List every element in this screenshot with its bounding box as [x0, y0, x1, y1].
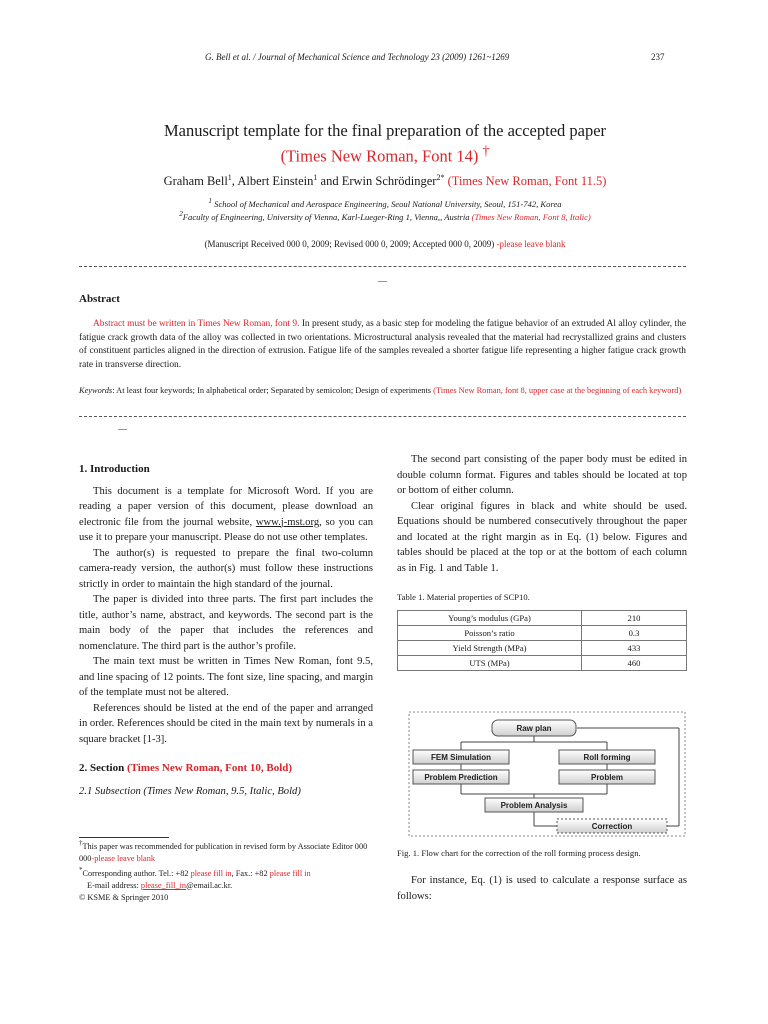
- flow-chart: [397, 708, 689, 840]
- page-number: 237: [651, 52, 665, 62]
- dash-mark: —: [118, 424, 127, 434]
- paragraph: This document is a template for Microsoft Word. If you are reading a paper version of this document, please download an electronic file from the journal website, www.j-mst.org, so you can use it to prepare your manuscript. Please do not use other templates.: [79, 485, 373, 543]
- table-caption: Table 1. Material properties of SCP10.: [397, 592, 530, 602]
- paragraph: Clear original figures in black and white should be used. Equations should be numbered consecutively throughout the paper and located at the right margin as in Eq. (1) below. Figures and tables should be placed at the top or at the bottom of each column as in Fig. 1 and Table 1.: [397, 500, 687, 574]
- divider: [79, 266, 686, 267]
- properties-table: [397, 610, 687, 671]
- node-correction: [557, 819, 667, 833]
- footnote-email: E-mail address: please_fill_in@email.ac.kr.: [87, 880, 233, 890]
- footnote-recommend: †This paper was recommended for publication in revised form by Associate Editor 000 000-please leave blank: [79, 840, 368, 863]
- node-problem: [559, 770, 655, 784]
- svg-text:FEM Simulation: FEM Simulation: [431, 753, 491, 762]
- paragraph: References should be listed at the end of the paper and arranged in order. References should be cited in the main text by numerals in a square bracket [1-3].: [79, 702, 373, 745]
- affiliation-1: $^1$ School of Mechanical and Aerospace Engineering, Seoul National University, Seoul, 151-742, Korea: [208, 197, 562, 209]
- author-note: (Times New Roman, Font 11.5): [447, 174, 607, 189]
- right-column: [397, 452, 687, 576]
- section-heading: 1. Introduction: [79, 463, 150, 475]
- journal-citation: G. Bell et al. / Journal of Mechanical Science and Technology 23 (2009) 1261~1269: [205, 52, 510, 62]
- paragraph: The author(s) is requested to prepare the final two-column camera-ready version, the author(s) must follow these instructions strictly in order to maintain the high standard of the journal.: [79, 547, 373, 590]
- node-problem-analysis: [485, 798, 583, 812]
- node-fem-simulation: [413, 750, 509, 764]
- dash-mark: —: [378, 276, 387, 286]
- copyright: © KSME & Springer 2010: [79, 892, 169, 902]
- title-note: (Times New Roman, Font 14) †: [280, 143, 490, 166]
- footnotes: [79, 838, 379, 904]
- table-row: UTS (MPa) 460: [398, 656, 687, 671]
- node-roll-forming: [559, 750, 655, 764]
- divider: [79, 416, 686, 417]
- footnote-corresponding: *Corresponding author. Tel.: +82 please fill in, Fax.: +82 please fill in: [79, 866, 311, 878]
- abstract-heading: Abstract: [79, 293, 120, 305]
- section-heading: 2. Section (Times New Roman, Font 10, Bold): [79, 762, 293, 774]
- svg-text:Roll forming: Roll forming: [583, 753, 631, 762]
- svg-text:Problem Analysis: Problem Analysis: [500, 801, 568, 810]
- figure-caption: Fig. 1. Flow chart for the correction of the roll forming process design.: [397, 848, 641, 858]
- affiliation-2: $^2$Faculty of Engineering, University of Vienna, Karl-Lueger-Ring 1, Vienna,, Austria (Times New Roman, Font 8, Italic): [179, 210, 591, 222]
- table-row: Yield Strength (MPa) 433: [398, 641, 687, 656]
- paragraph: The second part consisting of the paper body must be edited in double column format. Figures and tables should be located at top or bottom of either column.: [397, 454, 687, 496]
- paragraph-after-figure: For instance, Eq. (1) is used to calculate a response surface as follows:: [397, 875, 687, 902]
- svg-text:Problem: Problem: [590, 773, 624, 782]
- svg-text:Raw plan: Raw plan: [516, 724, 552, 733]
- left-column: [79, 462, 373, 799]
- svg-text:Correction: Correction: [591, 822, 633, 831]
- manuscript-dates: (Manuscript Received 000 0, 2009; Revised 000 0, 2009; Accepted 000 0, 2009) -please leave blank: [204, 239, 566, 249]
- journal-link[interactable]: www.j-mst.org: [255, 516, 320, 528]
- subsection-heading: 2.1 Subsection (Times New Roman, 9.5, Italic, Bold): [79, 785, 301, 797]
- svg-text:Problem Prediction: Problem Prediction: [424, 773, 498, 782]
- node-raw-plan: [492, 720, 576, 736]
- paragraph: The main text must be written in Times New Roman, font 9.5, and line spacing of 12 points. The font size, line spacing, and margin of the template must not be altered.: [79, 656, 373, 698]
- paragraph: The paper is divided into three parts. The first part includes the title, author’s name, abstract, and keywords. The second part is the main body of the paper that includes the references and nomenclature. The third part is the author’s profile.: [79, 594, 373, 652]
- keywords: Keywords: At least four keywords; In alphabetical order; Separated by semicolon; Design of experiments (Times New Roman, font 8, upper case at the beginning of each keyword): [79, 386, 682, 395]
- abstract-text: Abstract must be written in Times New Roman, font 9. In present study, as a basic step for modeling the fatigue behavior of an extruded Al alloy cylinder, the fatigue crack growth data of the alloy was collected in two orientations. Microstructural analysis revealed that the material had recrystallized grains and clusters of constituent particles aligned in the direction of extrusion. Fatigue life of the samples revealed a shorter fatigue life representing a higher fatigue crack growth rate in transverse direction.: [79, 319, 686, 370]
- author-line: Graham Bell$^1$, Albert Einstein$^1$ and Erwin Schrödinger$^{2*}$ (Times New Roman, Font 11.5): [163, 173, 607, 189]
- node-problem-prediction: [413, 770, 509, 784]
- table-row: Young’s modulus (GPa) 210: [398, 611, 687, 626]
- table-row: Poisson’s ratio 0.3: [398, 626, 687, 641]
- paper-title: [80, 121, 690, 167]
- title-line: Manuscript template for the final preparation of the accepted paper: [163, 121, 607, 140]
